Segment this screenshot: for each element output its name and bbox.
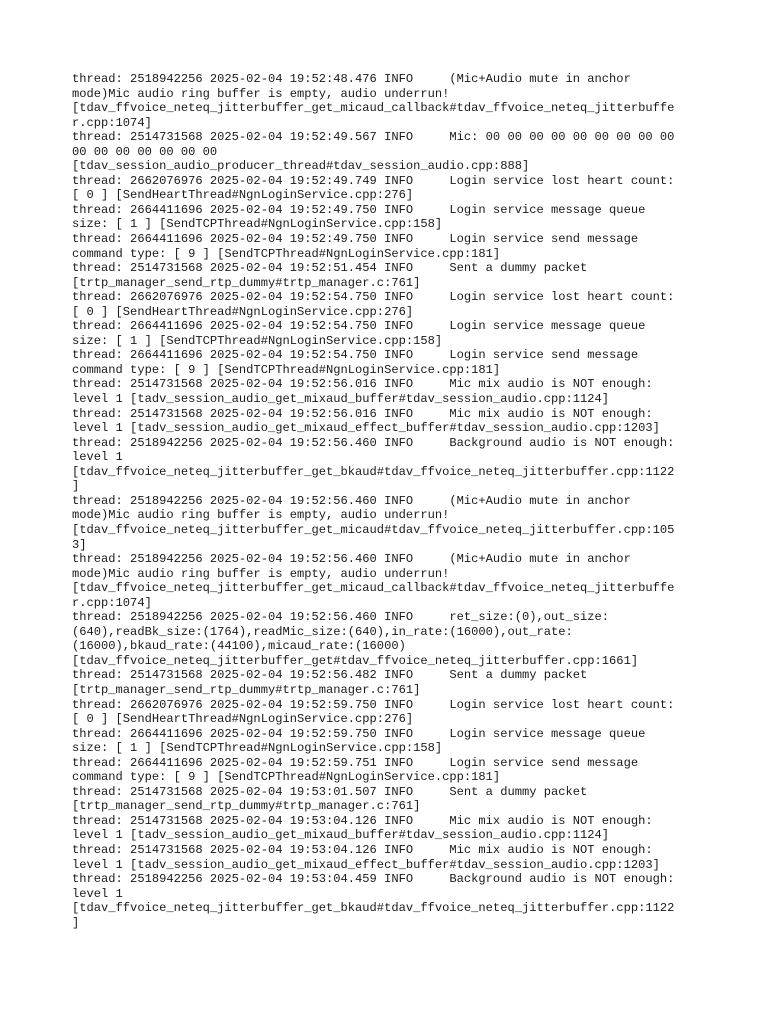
log-line: 00 00 00 00 00 00 00 xyxy=(72,144,218,159)
log-line: [tdav_session_audio_producer_thread#tdav_session_audio.cpp:888] xyxy=(72,159,530,174)
log-line: [tdav_ffvoice_neteq_jitterbuffer_get_bkaud#tdav_ffvoice_neteq_jitterbuffer.cpp:1122 xyxy=(72,901,675,916)
log-line: [trtp_manager_send_rtp_dummy#trtp_manager.c:761] xyxy=(72,799,421,814)
log-line: command type: [ 9 ] [SendTCPThread#NgnLoginService.cpp:181] xyxy=(72,770,501,785)
log-text-body xyxy=(72,72,702,930)
log-line: thread: 2664411696 2025-02-04 19:52:54.750 INFO Login service send message xyxy=(72,348,639,363)
log-line: thread: 2518942256 2025-02-04 19:52:56.460 INFO ret_size:(0),out_size: xyxy=(72,610,610,625)
log-line: thread: 2514731568 2025-02-04 19:53:01.507 INFO Sent a dummy packet xyxy=(72,784,588,799)
log-line: command type: [ 9 ] [SendTCPThread#NgnLoginService.cpp:181] xyxy=(72,362,501,377)
log-line: thread: 2518942256 2025-02-04 19:52:56.460 INFO Background audio is NOT enough: xyxy=(72,435,675,450)
log-line: thread: 2662076976 2025-02-04 19:52:54.750 INFO Login service lost heart count: xyxy=(72,290,675,305)
log-line: mode)Mic audio ring buffer is empty, audio underrun! xyxy=(72,508,450,523)
log-line: level 1 [tadv_session_audio_get_mixaud_effect_buffer#tdav_session_audio.cpp:1203] xyxy=(72,857,660,872)
log-line: thread: 2514731568 2025-02-04 19:52:56.016 INFO Mic mix audio is NOT enough: xyxy=(72,377,653,392)
log-line: mode)Mic audio ring buffer is empty, audio underrun! xyxy=(72,86,450,101)
log-line: thread: 2514731568 2025-02-04 19:52:51.454 INFO Sent a dummy packet xyxy=(72,261,588,276)
log-line: [ 0 ] [SendHeartThread#NgnLoginService.cpp:276] xyxy=(72,188,414,203)
log-line: (640),readBk_size:(1764),readMic_size:(640),in_rate:(16000),out_rate: xyxy=(72,624,573,639)
log-line: size: [ 1 ] [SendTCPThread#NgnLoginService.cpp:158] xyxy=(72,741,443,756)
log-line: ] xyxy=(72,915,80,930)
log-line: level 1 xyxy=(72,886,123,901)
log-line: thread: 2664411696 2025-02-04 19:52:59.750 INFO Login service message queue xyxy=(72,726,646,741)
log-line: level 1 [tadv_session_audio_get_mixaud_effect_buffer#tdav_session_audio.cpp:1203] xyxy=(72,421,660,436)
log-line: [tdav_ffvoice_neteq_jitterbuffer_get_micaud#tdav_ffvoice_neteq_jitterbuffer.cpp:105 xyxy=(72,522,675,537)
log-line: [ 0 ] [SendHeartThread#NgnLoginService.cpp:276] xyxy=(72,712,414,727)
log-line: [tdav_ffvoice_neteq_jitterbuffer_get_micaud_callback#tdav_ffvoice_neteq_jitterbuffe xyxy=(72,101,675,116)
log-line: level 1 xyxy=(72,450,123,465)
log-line: [tdav_ffvoice_neteq_jitterbuffer_get#tdav_ffvoice_neteq_jitterbuffer.cpp:1661] xyxy=(72,653,639,668)
log-line: level 1 [tadv_session_audio_get_mixaud_buffer#tdav_session_audio.cpp:1124] xyxy=(72,392,610,407)
log-line: command type: [ 9 ] [SendTCPThread#NgnLoginService.cpp:181] xyxy=(72,246,501,261)
log-line: thread: 2518942256 2025-02-04 19:53:04.459 INFO Background audio is NOT enough: xyxy=(72,872,675,887)
log-line: mode)Mic audio ring buffer is empty, audio underrun! xyxy=(72,566,450,581)
log-line: [trtp_manager_send_rtp_dummy#trtp_manager.c:761] xyxy=(72,682,421,697)
log-line: [trtp_manager_send_rtp_dummy#trtp_manager.c:761] xyxy=(72,275,421,290)
log-line: 3] xyxy=(72,537,87,552)
log-line: thread: 2514731568 2025-02-04 19:52:56.482 INFO Sent a dummy packet xyxy=(72,668,588,683)
log-line: thread: 2664411696 2025-02-04 19:52:49.750 INFO Login service message queue xyxy=(72,202,646,217)
log-line: thread: 2514731568 2025-02-04 19:52:49.567 INFO Mic: 00 00 00 00 00 00 00 00 00 xyxy=(72,130,675,145)
log-line: thread: 2664411696 2025-02-04 19:52:59.751 INFO Login service send message xyxy=(72,755,639,770)
log-line: thread: 2662076976 2025-02-04 19:52:49.749 INFO Login service lost heart count: xyxy=(72,173,675,188)
log-line: thread: 2664411696 2025-02-04 19:52:49.750 INFO Login service send message xyxy=(72,232,639,247)
log-line: thread: 2518942256 2025-02-04 19:52:56.460 INFO (Mic+Audio mute in anchor xyxy=(72,493,631,508)
log-line: (16000),bkaud_rate:(44100),micaud_rate:(16000) xyxy=(72,639,406,654)
log-line: thread: 2518942256 2025-02-04 19:52:56.460 INFO (Mic+Audio mute in anchor xyxy=(72,552,631,567)
log-line: thread: 2514731568 2025-02-04 19:52:56.016 INFO Mic mix audio is NOT enough: xyxy=(72,406,653,421)
log-line: [ 0 ] [SendHeartThread#NgnLoginService.cpp:276] xyxy=(72,304,414,319)
log-line: [tdav_ffvoice_neteq_jitterbuffer_get_bkaud#tdav_ffvoice_neteq_jitterbuffer.cpp:1122 xyxy=(72,464,675,479)
log-line: thread: 2518942256 2025-02-04 19:52:48.476 INFO (Mic+Audio mute in anchor xyxy=(72,72,631,86)
log-line: thread: 2662076976 2025-02-04 19:52:59.750 INFO Login service lost heart count: xyxy=(72,697,675,712)
log-line: r.cpp:1074] xyxy=(72,115,152,130)
log-line: thread: 2514731568 2025-02-04 19:53:04.126 INFO Mic mix audio is NOT enough: xyxy=(72,813,653,828)
log-line: r.cpp:1074] xyxy=(72,595,152,610)
log-line: ] xyxy=(72,479,80,494)
log-line: thread: 2664411696 2025-02-04 19:52:54.750 INFO Login service message queue xyxy=(72,319,646,334)
log-line: size: [ 1 ] [SendTCPThread#NgnLoginService.cpp:158] xyxy=(72,217,443,232)
log-line: level 1 [tadv_session_audio_get_mixaud_buffer#tdav_session_audio.cpp:1124] xyxy=(72,828,610,843)
log-line: thread: 2514731568 2025-02-04 19:53:04.126 INFO Mic mix audio is NOT enough: xyxy=(72,842,653,857)
log-line: size: [ 1 ] [SendTCPThread#NgnLoginService.cpp:158] xyxy=(72,333,443,348)
log-line: [tdav_ffvoice_neteq_jitterbuffer_get_micaud_callback#tdav_ffvoice_neteq_jitterbuffe xyxy=(72,581,675,596)
